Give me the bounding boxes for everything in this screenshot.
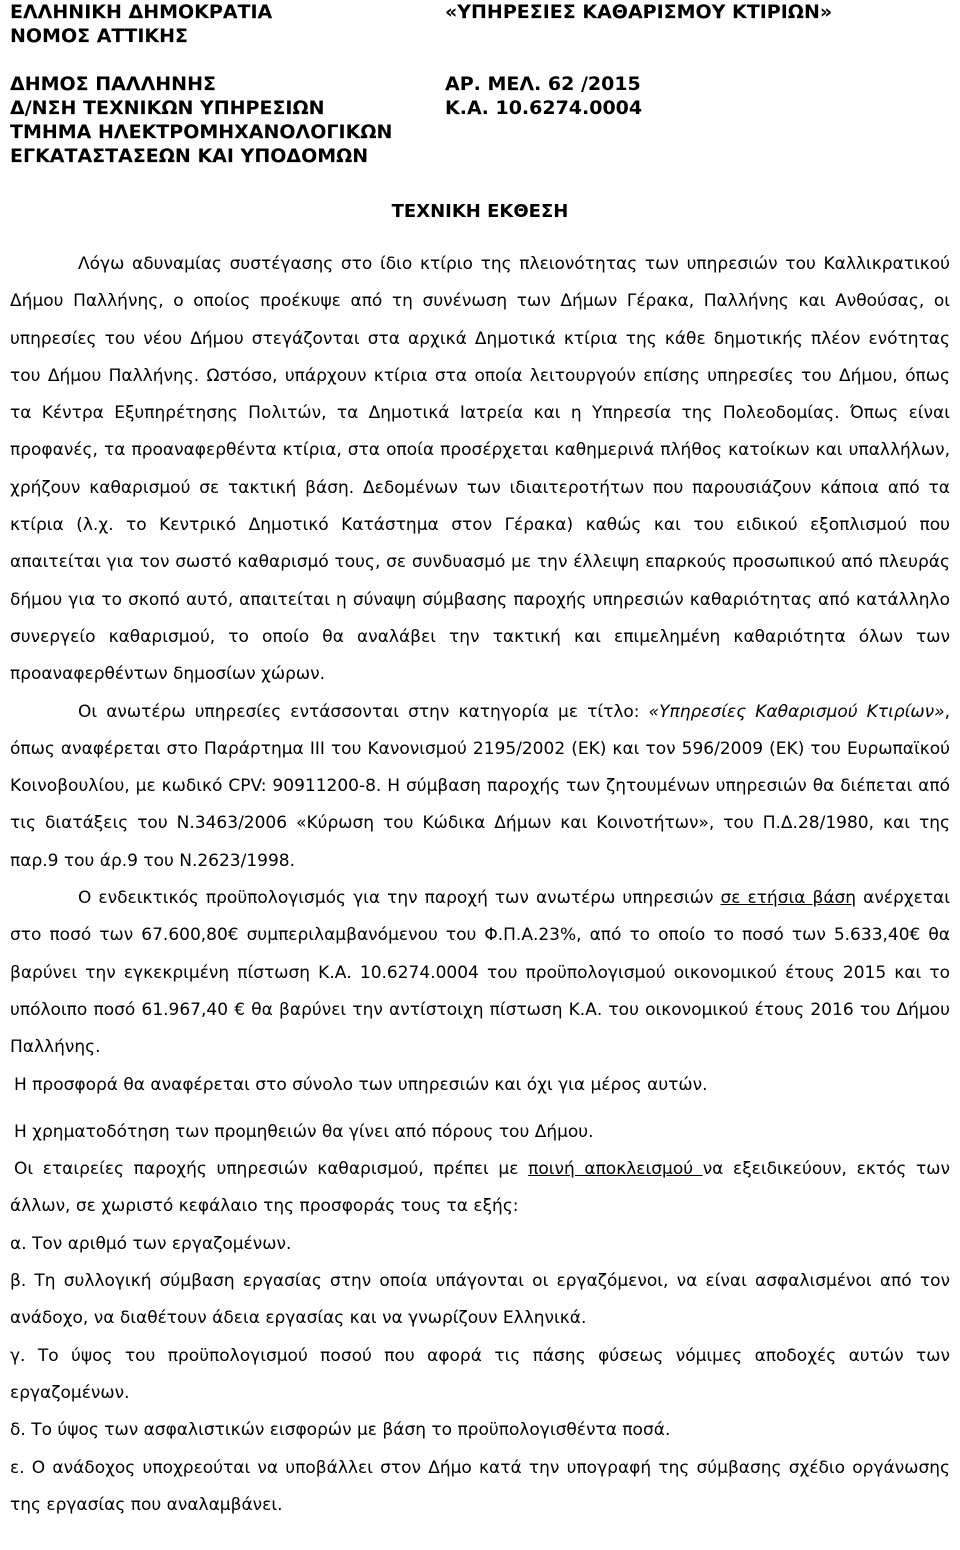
header-prefecture: ΝΟΜΟΣ ΑΤΤΙΚΗΣ [10, 25, 189, 47]
paragraph-budget [10, 880, 950, 1066]
paragraph-offer-scope: Η προσφορά θα αναφέρεται στο σύνολο των υπηρεσιών και όχι για μέρος αυτών. [14, 1074, 708, 1095]
requirement-item-c: γ. Το ύψος του προϋπολογισμού ποσού που αφορά τις πάσης φύσεως νόμιμες αποδοχές αυτών των εργαζομένων. [10, 1345, 950, 1403]
document-body [10, 246, 950, 1524]
paragraph-funding: Η χρηματοδότηση των προμηθειών θα γίνει από πόρους του Δήμου. [14, 1121, 594, 1142]
requirement-item-a: α. Τον αριθμό των εργαζομένων. [10, 1233, 292, 1254]
paragraph-requirements-text-after: να εξειδικεύουν, εκτός των άλλων, σε χωριστό κεφάλαιο της προσφοράς τους τα εξής: [10, 1159, 950, 1217]
document-title: ΤΕΧΝΙΚΗ ΕΚΘΕΣΗ [391, 201, 569, 222]
requirement-item-d: δ. Το ύψος των ασφαλιστικών εισφορών με βάση το προϋπολογισθέντα ποσά. [10, 1420, 671, 1441]
header-country: ΕΛΛΗΝΙΚΗ ΔΗΜΟΚΡΑΤΙΑ [10, 1, 273, 23]
header-study-number: ΑΡ. ΜΕΛ. 62 /2015 [445, 73, 641, 95]
requirement-item-e: ε. Ο ανάδοχος υποχρεούται να υποβάλλει στον Δήμο κατά την υπογραφή της σύμβασης σχέδιο οργάνωσης της εργασίας που αναλαμβάνει. [10, 1457, 950, 1515]
header-department-line1: ΤΜΗΜΑ ΗΛΕΚΤΡΟΜΗΧΑΝΟΛΟΓΙΚΩΝ [10, 121, 393, 143]
header-municipality: ΔΗΜΟΣ ΠΑΛΛΗΝΗΣ [10, 73, 216, 95]
paragraph-budget-text-after: ανέρχεται στο ποσό των 67.600,80€ συμπεριλαμβανόμενου του Φ.Π.Α.23%, από το οποίο το ποσό των 5.633,40€ θα βαρύνει την εγκεκριμένη πίστωση Κ.Α. 10.6274.0004 του προϋπολογισμού οικονομικού έτους 2015 και το υπόλοιπο ποσό 61.967,40 € θα βαρύνει την αντίστοιχη πίστωση Κ.Α. του οικονομικού έτους 2016 του Δήμου Παλλήνης. [10, 888, 951, 1058]
paragraph-requirements-penalty: ποινή αποκλεισμού [528, 1159, 703, 1180]
header-department-line2: ΕΓΚΑΤΑΣΤΑΣΕΩΝ ΚΑΙ ΥΠΟΔΟΜΩΝ [10, 145, 369, 167]
paragraph-cpv-category-title: «Υπηρεσίες Καθαρισμού Κτιρίων» [648, 701, 945, 722]
header-budget-code: Κ.Α. 10.6274.0004 [445, 97, 643, 119]
spacer [10, 1104, 950, 1114]
header-directorate: Δ/ΝΣΗ ΤΕΧΝΙΚΩΝ ΥΠΗΡΕΣΙΩΝ [10, 97, 325, 119]
paragraph-cpv-text-after: , όπως αναφέρεται στο Παράρτημα ΙΙΙ του Κανονισμού 2195/2002 (ΕΚ) και τον 596/2009 (ΕΚ) του Ευρωπαϊκού Κοινοβουλίου, με κωδικό CPV: 90911200-8. Η σύμβαση παροχής των ζητουμένων υπηρεσιών θα διέπεται από τις διατάξεις του Ν.3463/2006 «Κύρωση του Κώδικα Δήμων και Κοινοτήτων», του Π.Δ.28/1980, και της παρ.9 του άρ.9 του Ν.2623/1998. [10, 701, 950, 871]
requirement-item-b: β. Τη συλλογική σύμβαση εργασίας στην οποία υπάγονται οι εργαζόμενοι, να είναι ασφαλισμένοι από τον ανάδοχο, να διαθέτουν άδεια εργασίας και να γνωρίζουν Ελληνικά. [10, 1271, 950, 1329]
paragraph-cpv-text-before: Οι ανωτέρω υπηρεσίες εντάσσονται στην κατηγορία με τίτλο: [78, 701, 649, 722]
paragraph-budget-text-before: Ο ενδεικτικός προϋπολογισμός για την παροχή των ανωτέρω υπηρεσιών [78, 888, 721, 909]
paragraph-cpv-classification [10, 694, 950, 880]
paragraph-requirements-text-before: Οι εταιρείες παροχής υπηρεσιών καθαρισμού, πρέπει με [14, 1159, 529, 1180]
header-service-title: «ΥΠΗΡΕΣΙΕΣ ΚΑΘΑΡΙΣΜΟΥ ΚΤΙΡΙΩΝ» [445, 1, 833, 23]
paragraph-justification: Λόγω αδυναμίας συστέγασης στο ίδιο κτίριο της πλειονότητας των υπηρεσιών του Καλλικρατικού Δήμου Παλλήνης, ο οποίος προέκυψε από τη συνένωση των Δήμων Γέρακα, Παλλήνης και Ανθούσας, οι υπηρεσίες του νέου Δήμου στεγάζονται στα αρχικά Δημοτικά κτίρια της κάθε δημοτικής πλέον ενότητας του Δήμου Παλλήνης. Ωστόσο, υπάρχουν κτίρια στα οποία λειτουργούν επίσης υπηρεσίες του Δήμου, όπως τα Κέντρα Εξυπηρέτησης Πολιτών, τα Δημοτικά Ιατρεία και η Υπηρεσία της Πολεοδομίας. Όπως είναι προφανές, τα προαναφερθέντα κτίρια, στα οποία προσέρχεται καθημερινά πλήθος κατοίκων και υπαλλήλων, χρήζουν καθαρισμού σε τακτική βάση. Δεδομένων των ιδιαιτεροτήτων που παρουσιάζουν κάποια από τα κτίρια (λ.χ. το Κεντρικό Δημοτικό Κατάστημα στον Γέρακα) καθώς και του ειδικού εξοπλισμού που απαιτείται για τον σωστό καθαρισμό τους, σε συνδυασμό με την έλλειψη επαρκούς προσωπικού από πλευράς δήμου για το σκοπό αυτό, απαιτείται η σύναψη σύμβασης παροχής υπηρεσιών καθαριότητας από κατάλληλο συνεργείο καθαρισμού, το οποίο θα αναλάβει την τακτική και επιμελημένη καθαριότητα όλων των προαναφερθέντων δημοσίων χώρων. [10, 254, 950, 685]
paragraph-budget-annual-basis: σε ετήσια βάση [720, 888, 857, 909]
paragraph-requirements-intro [10, 1151, 950, 1226]
